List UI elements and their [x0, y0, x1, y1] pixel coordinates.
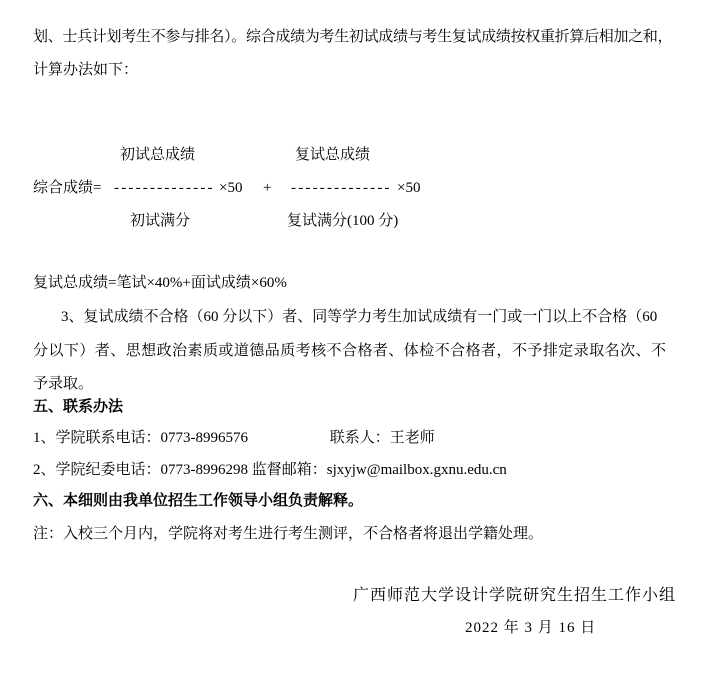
- item3-line-3: 予录取。: [33, 376, 94, 392]
- formula-lhs: 综合成绩=: [33, 180, 102, 196]
- intro-line-2: 计算办法如下：: [33, 62, 139, 78]
- section6-heading: 六、本细则由我单位招生工作领导小组负责解释。: [33, 493, 364, 509]
- formula-multiplier2: ×50: [397, 180, 421, 196]
- formula-plus-sign: +: [263, 180, 272, 196]
- formula-fraction2-bar: --------------: [291, 180, 392, 196]
- formula-fraction2-denominator: 复试满分(100 分): [287, 213, 399, 229]
- section5-line-2: 2、学院纪委电话：0773-8996298 监督邮箱：sjxyjw@mailbox.gxnu.edu.cn: [33, 462, 507, 478]
- item3-line-1: 3、复试成绩不合格（60 分以下）者、同等学力考生加试成绩有一门或一门以上不合格（60: [61, 309, 658, 325]
- intro-line-1: 划、士兵计划考生不参与排名）。综合成绩为考生初试成绩与考生复试成绩按权重折算后相加之和，: [33, 29, 673, 45]
- section5-line-1: [33, 428, 435, 449]
- retest-formula-line: 复试总成绩=笔试×40%+面试成绩×60%: [33, 275, 287, 291]
- section5-heading: 五、联系办法: [33, 399, 124, 415]
- formula-fraction2-numerator: 复试总成绩: [295, 147, 371, 163]
- signature-date: 2022 年 3 月 16 日: [465, 620, 597, 636]
- formula-fraction1-denominator: 初试满分: [130, 213, 191, 229]
- contact-person-text: 联系人：王老师: [329, 430, 435, 446]
- formula-multiplier1: ×50: [219, 180, 243, 196]
- note-line: 注：入校三个月内，学院将对考生进行考生测评，不合格者将退出学籍处理。: [33, 526, 544, 542]
- item3-line-2: 分以下）者、思想政治素质或道德品质考核不合格者、体检不合格者，不予排定录取名次、不: [33, 343, 667, 359]
- formula-fraction1-bar: --------------: [114, 180, 215, 196]
- signature-organization: 广西师范大学设计学院研究生招生工作小组: [353, 587, 677, 604]
- formula-fraction1-numerator: 初试总成绩: [120, 147, 196, 163]
- college-phone-text: 1、学院联系电话：0773-8996576: [33, 430, 248, 446]
